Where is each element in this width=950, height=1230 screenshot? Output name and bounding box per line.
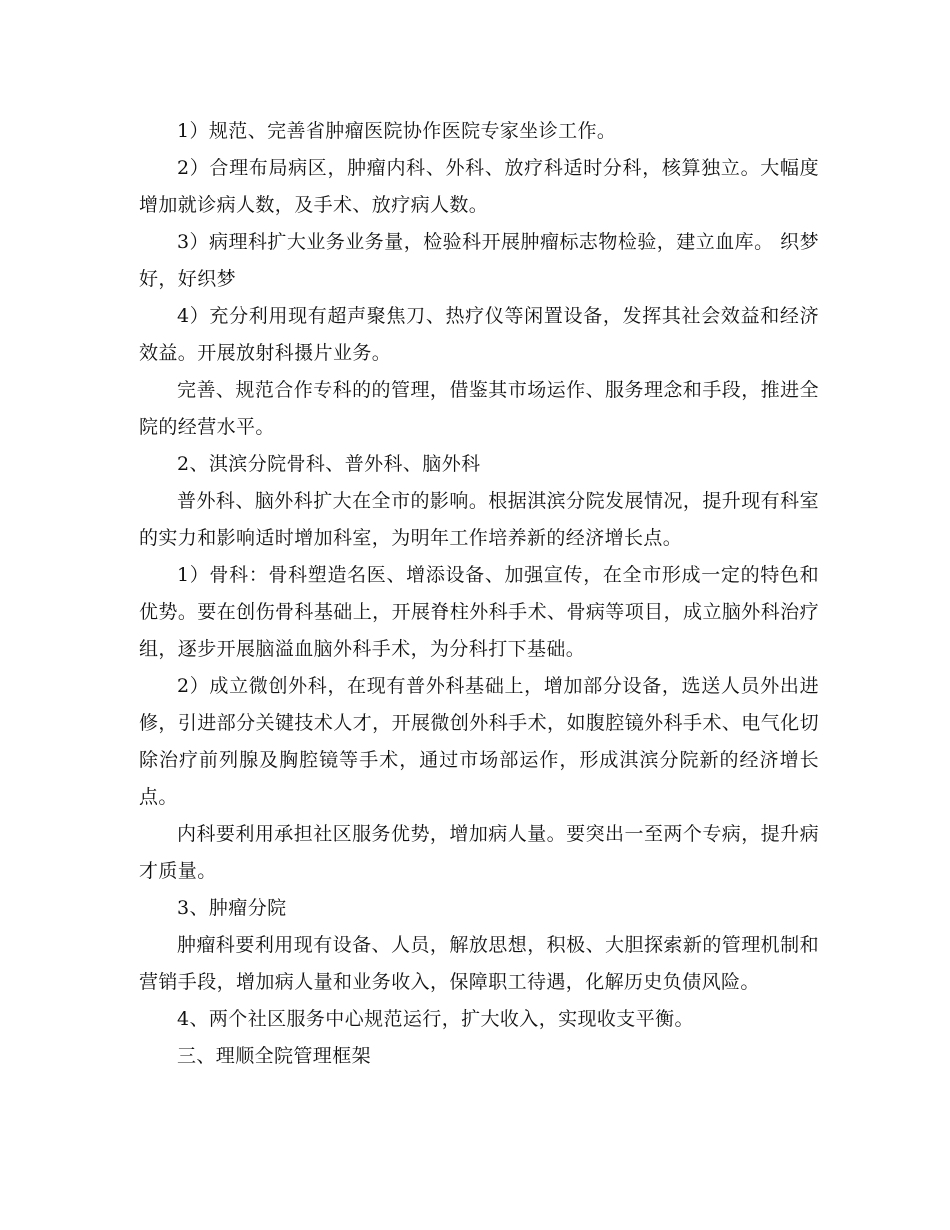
paragraph-12: 肿瘤科要利用现有设备、人员，解放思想，积极、大胆探索新的管理机制和营销手段，增加病人量和业务收入，保障职工待遇，化解历史负债风险。 [139, 934, 819, 993]
paragraph-9: 2）成立微创外科，在现有普外科基础上，增加部分设备，选送人员外出进修，引进部分关键技术人才，开展微创外科手术，如腹腔镜外科手术、电气化切除治疗前列腺及胸腔镜等手术，通过市场部运作，形成淇滨分院新的经济增长点。 [139, 675, 819, 808]
paragraph-8: 1）骨科：骨科塑造名医、增添设备、加强宣传，在全市形成一定的特色和优势。要在创伤骨科基础上，开展脊柱外科手术、骨病等项目，成立脑外科治疗组，逐步开展脑溢血脑外科手术，为分科打下基础。 [139, 564, 819, 660]
paragraph-5: 完善、规范合作专科的的管理，借鉴其市场运作、服务理念和手段，推进全院的经营水平。 [139, 379, 819, 438]
paragraph-4: 4）充分利用现有超声聚焦刀、热疗仪等闲置设备，发挥其社会效益和经济效益。开展放射科摄片业务。 [139, 305, 819, 364]
paragraph-13: 4、两个社区服务中心规范运行，扩大收入，实现收支平衡。 [177, 1008, 694, 1030]
paragraph-2: 2）合理布局病区，肿瘤内科、外科、放疗科适时分科，核算独立。大幅度增加就诊病人数，及手术、放疗病人数。 [139, 157, 819, 216]
paragraph-10: 内科要利用承担社区服务优势，增加病人量。要突出一至两个专病，提升病才质量。 [139, 823, 819, 882]
paragraph-3: 3）病理科扩大业务业务量，检验科开展肿瘤标志物检验，建立血库。 织梦好，好织梦 [139, 231, 819, 290]
paragraph-7: 普外科、脑外科扩大在全市的影响。根据淇滨分院发展情况，提升现有科室的实力和影响适时增加科室，为明年工作培养新的经济增长点。 [139, 490, 819, 549]
section-heading-4: 三、理顺全院管理框架 [177, 1045, 372, 1067]
section-heading-3: 3、肿瘤分院 [177, 897, 287, 919]
document-body [139, 113, 819, 1075]
paragraph-1: 1）规范、完善省肿瘤医院协作医院专家坐诊工作。 [177, 120, 617, 142]
section-heading-2: 2、淇滨分院骨科、普外科、脑外科 [177, 453, 481, 475]
